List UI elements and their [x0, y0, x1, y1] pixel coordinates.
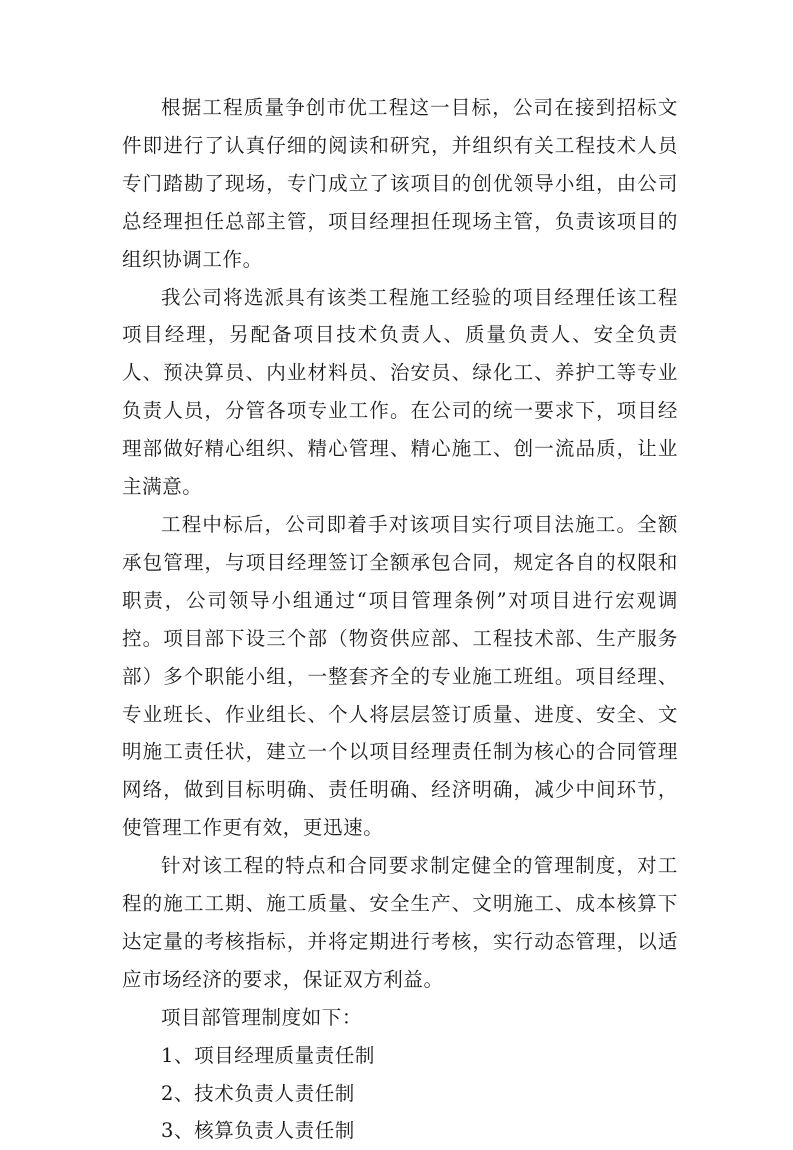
list-item: 2、技术负责人责任制 [161, 1081, 355, 1105]
paragraph-management-system: 针对该工程的特点和合同要求制定健全的管理制度，对工程的施工工期、施工质量、安全生产、文明施工、成本核算下达定量的考核指标，并将定期进行考核，实行动态管理，以适应市场经济的要求，保证双方利益。 [122, 854, 678, 991]
paragraph-contract-management: 工程中标后，公司即着手对该项目实行项目法施工。全额承包管理，与项目经理签订全额承包合同，规定各自的权限和职责，公司领导小组通过“项目管理条例”对项目进行宏观调控。项目部下设三个部（物资供应部、工程技术部、生产服务部）多个职能小组，一整套齐全的专业施工班组。项目经理、专业班长、作业组长、个人将层层签订质量、进度、安全、文明施工责任状，建立一个以项目经理责任制为核心的合同管理网络，做到目标明确、责任明确、经济明确，减少中间环节，使管理工作更有效，更迅速。 [122, 512, 678, 840]
list-intro: 项目部管理制度如下： [161, 1005, 363, 1029]
list-item: 3、核算负责人责任制 [161, 1119, 355, 1143]
paragraph-quality-goal: 根据工程质量争创市优工程这一目标，公司在接到招标文件即进行了认真仔细的阅读和研究，并组织有关工程技术人员专门踏勘了现场，专门成立了该项目的创优领导小组，由公司总经理担任总部主管，项目经理担任现场主管，负责该项目的组织协调工作。 [122, 96, 678, 271]
document-page [122, 89, 678, 1150]
paragraph-project-manager: 我公司将选派具有该类工程施工经验的项目经理任该工程项目经理，另配备项目技术负责人、质量负责人、安全负责人、预决算员、内业材料员、治安员、绿化工、养护工等专业负责人员，分管各项专业工作。在公司的统一要求下，项目经理部做好精心组织、精心管理、精心施工、创一流品质，让业主满意。 [122, 285, 678, 499]
list-item: 1、项目经理质量责任制 [161, 1043, 376, 1067]
